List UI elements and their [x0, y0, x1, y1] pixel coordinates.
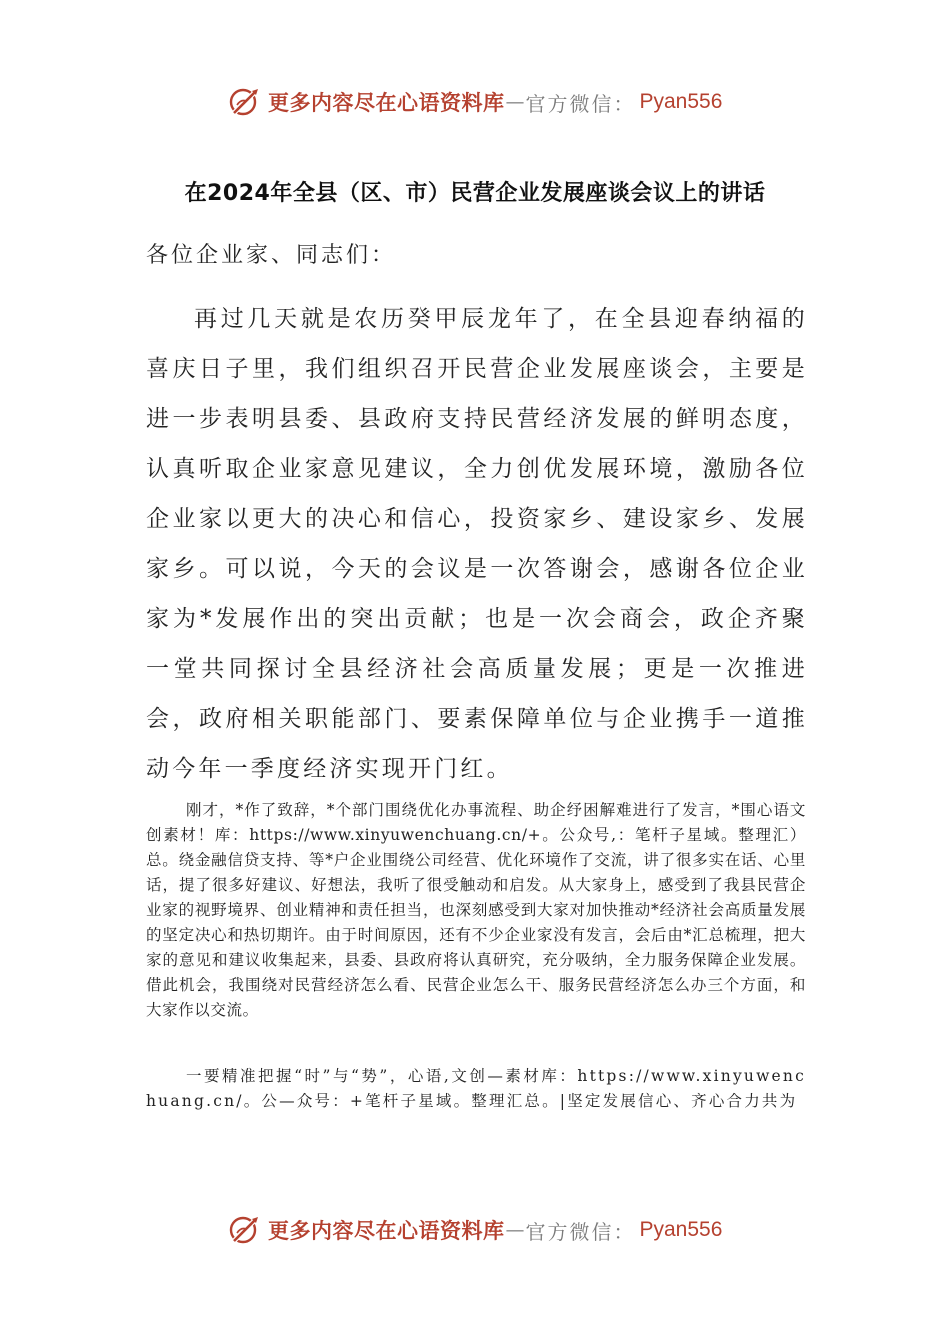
bottom-watermark-banner [228, 1210, 722, 1250]
salutation: 各位企业家、同志们： [146, 243, 397, 268]
watermark-wechat-id: Pyan556 [639, 1218, 723, 1241]
pen-circle-logo-icon [228, 85, 262, 119]
watermark-official-label: 官方微信： [525, 91, 636, 116]
watermark-wechat-id: Pyan556 [639, 90, 723, 113]
watermark-dash: — [505, 1219, 525, 1241]
watermark-official-label: 官方微信： [525, 1219, 636, 1244]
watermark-main-text: 更多内容尽在心语资料库 [268, 1218, 505, 1243]
body-paragraph-3: 一要精准把握“时”与“势”，心语,文创—素材库：https://www.xinyuwenchuang.cn/。公—众号：+笔杆子星域。整理汇总。|坚定发展信心、齐心合力共为 [146, 1067, 806, 1110]
top-watermark-banner [228, 82, 722, 122]
body-paragraph-2: 刚才，*作了致辞，*个部门围绕优化办事流程、助企纾困解难进行了发言，*围心语文创素材！库：https://www.xinyuwenchuang.cn/+。公众号,：笔杆子星域。整理汇）总。绕金融信贷支持、等*户企业围绕公司经营、优化环境作了交流，讲了很多实在话、心里话，提了很多好建议、好想法，我听了很受触动和启发。从大家身上，感受到了我县民营企业家的视野境界、创业精神和责任担当，也深刻感受到大家对加快推动*经济社会高质量发展的坚定决心和热切期许。由于时间原因，还有不少企业家没有发言，会后由*汇总梳理，把大家的意见和建议收集起来，县委、县政府将认真研究，充分吸纳，全力服务保障企业发展。借此机会，我围绕对民营经济怎么看、民营企业怎么干、服务民营经济怎么办三个方面，和大家作以交流。 [146, 801, 806, 1019]
body-paragraph-1: 再过几天就是农历癸甲辰龙年了，在全县迎春纳福的喜庆日子里，我们组织召开民营企业发展座谈会，主要是进一步表明县委、县政府支持民营经济发展的鲜明态度，认真听取企业家意见建议，全力创优发展环境，激励各位企业家以更大的决心和信心，投资家乡、建设家乡、发展家乡。可以说，今天的会议是一次答谢会，感谢各位企业家为*发展作出的突出贡献；也是一次会商会，政企齐聚一堂共同探讨全县经济社会高质量发展；更是一次推进会，政府相关职能部门、要素保障单位与企业携手一道推动今年一季度经济实现开门红。 [146, 306, 808, 782]
watermark-main-text: 更多内容尽在心语资料库 [268, 90, 505, 115]
document-title: 在2024年全县（区、市）民营企业发展座谈会议上的讲话 [184, 181, 766, 206]
watermark-dash: — [505, 91, 525, 113]
pen-circle-logo-icon [228, 1213, 262, 1247]
